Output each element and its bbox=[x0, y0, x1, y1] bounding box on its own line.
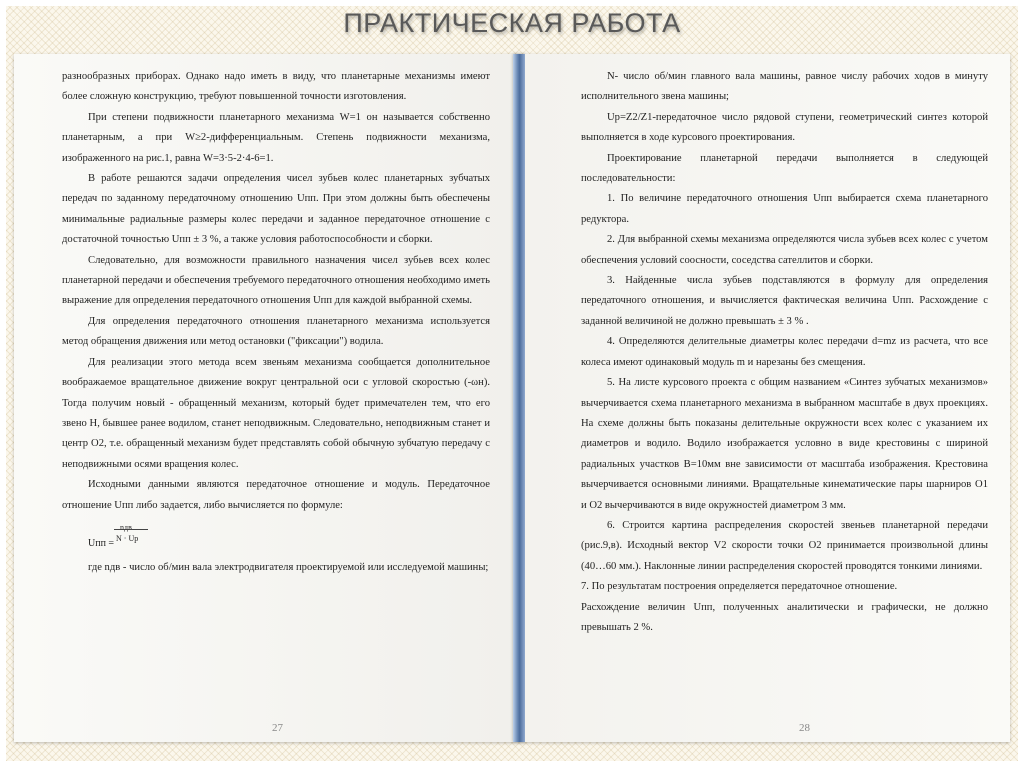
formula-numerator: nдв bbox=[120, 522, 132, 532]
right-paragraph: N- число об/мин главного вала машины, равное числу рабочих ходов в минуту исполнительного звена машины; bbox=[581, 71, 988, 103]
gear-ratio-formula bbox=[62, 516, 490, 558]
book-spread bbox=[14, 54, 1010, 742]
left-paragraph: Для реализации этого метода всем звеньям механизма сообщается дополнительное воображаемое вращательное движение вокруг центральной оси с угловой скоростью (-ωн). Тогда получим новый - обращенный механизм, который будет примечателен тем, что его звено Н, бывшее ранее водилом, станет неподвижным. Следовательно, неподвижным станет и центр О2, т.е. обращенный механизм будет представлять собой обычную зубчатую передачу с неподвижными осями вращения колес. bbox=[62, 356, 490, 470]
book-spine bbox=[513, 54, 525, 742]
page-number: 28 bbox=[799, 722, 810, 734]
right-paragraph: 2. Для выбранной схемы механизма определяются числа зубьев всех колес с учетом обеспечения условий соосности, соседства сателлитов и сборки. bbox=[581, 234, 988, 266]
right-paragraph: 7. По результатам построения определяется передаточное отношение. bbox=[581, 581, 898, 593]
right-paragraph: Проектирование планетарной передачи выполняется в следующей последовательности: bbox=[581, 152, 988, 185]
left-paragraph: Следовательно, для возможности правильного назначения чисел зубьев всех колес планетарной передачи и обеспечения требуемого передаточного отношения необходимо иметь выражение для определения передаточного отношения Uпп для каждой выбранной схемы. bbox=[62, 254, 490, 307]
left-paragraph: При степени подвижности планетарного механизма W=1 он называется собственно планетарным, а при W≥2-дифференциальным. Степень подвижности механизма, изображенного на рис.1, равна W=3·5-2·4-6=1. bbox=[62, 111, 490, 164]
right-paragraph: 1. По величине передаточного отношения Uпп выбирается схема планетарного редуктора. bbox=[581, 193, 988, 225]
left-page bbox=[14, 54, 514, 742]
left-paragraph: где nдв - число об/мин вала электродвигателя проектируемой или исследуемой машины; bbox=[88, 561, 489, 573]
right-paragraph: 6. Строится картина распределения скоростей звеньев планетарной передачи (рис.9,в). Исходный вектор V2 скорости точки О2 принимается произвольной длины (40…60 мм.). Наклонные линии распределения скоростей проводятся тонкими линиями. bbox=[581, 519, 988, 572]
right-paragraph: 3. Найденные числа зубьев подставляются в формулу для определения передаточного отношения, и вычисляется фактическая величина Uпп. Расхождение с заданной величиной не должно превышать ± 3 % . bbox=[581, 275, 988, 327]
right-paragraph: Uр=Z2/Z1-передаточное число рядовой ступени, геометрический синтез которой выполняется в ходе курсового проектирования. bbox=[581, 111, 988, 144]
left-page-text bbox=[62, 67, 490, 578]
right-page-text bbox=[581, 67, 988, 638]
left-paragraph: разнообразных приборах. Однако надо иметь в виду, что планетарные механизмы имеют более сложную конструкцию, требуют повышенной точности изготовления. bbox=[62, 71, 490, 103]
right-paragraph: Расхождение величин Uпп, полученных аналитически и графически, не должно превышать 2 %. bbox=[581, 601, 988, 633]
slide-title: ПРАКТИЧЕСКАЯ РАБОТА bbox=[343, 8, 681, 38]
right-paragraph: 5. На листе курсового проекта с общим названием «Синтез зубчатых механизмов» вычерчивается схема планетарного механизма в выбранном масштабе в двух проекциях. На схеме должны быть показаны делительные окружности всех колес с указанием их диаметров и водило. Водило изображается условно в виде крестовины с шириной радиальных участков В=10мм вне зависимости от масштаба изображения. Крестовина вычерчивается основными линиями. Вращательные кинематические пары шарниров О1 и О2 вычерчиваются в виде окружностей диаметром 3 мм. bbox=[581, 377, 988, 511]
left-paragraph: Исходными данными являются передаточное отношение и модуль. Передаточное отношение Uпп либо задается, либо вычисляется по формуле: bbox=[62, 479, 490, 511]
right-paragraph: 4. Определяются делительные диаметры колес передачи d=mz из расчета, что все колеса имеют одинаковый модуль m и нарезаны без смещения. bbox=[581, 336, 988, 368]
right-page bbox=[525, 54, 1010, 742]
left-paragraph: Для определения передаточного отношения планетарного механизма используется метод обращения движения или метод остановки ("фиксации") водила. bbox=[62, 315, 490, 348]
page-number: 27 bbox=[272, 722, 283, 734]
left-paragraph: В работе решаются задачи определения чисел зубьев колес планетарных зубчатых передач по заданному передаточному отношению Uпп. При этом должны быть обеспечены минимальные радиальные размеры колес передачи и заданное передаточное отношение с достаточной точностью Uпп ± 3 %, а также условия работоспособности и сборки. bbox=[62, 173, 490, 246]
formula-denominator: N · Uр bbox=[116, 533, 139, 543]
formula-lhs: Uпп = bbox=[88, 537, 115, 549]
